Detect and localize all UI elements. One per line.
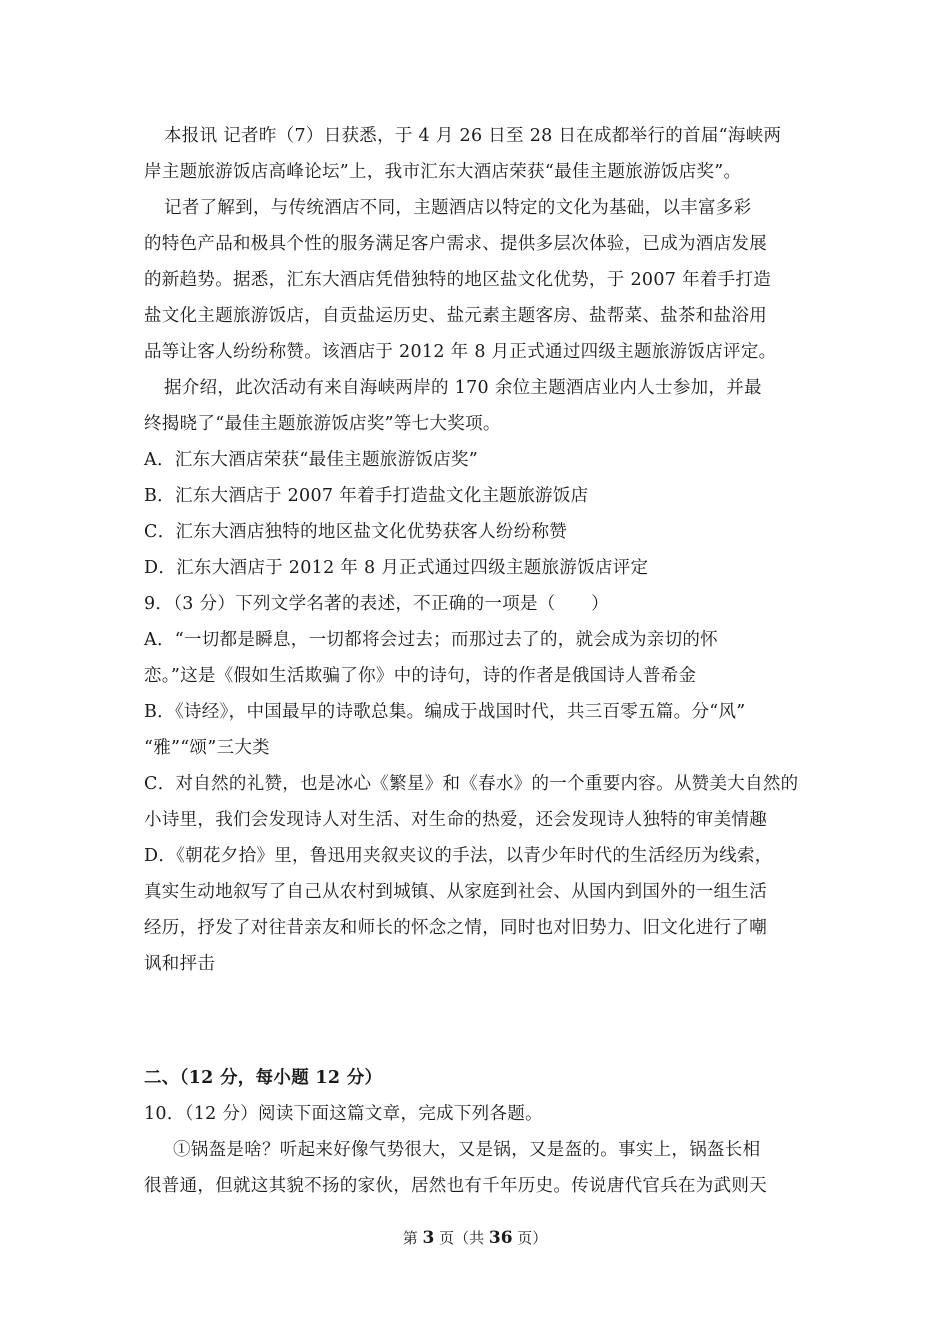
q8-option-a: A．汇东大酒店荣获“最佳主题旅游饭店奖” xyxy=(144,450,479,470)
article-paragraph-1-cont: 很普通，但就这其貌不扬的家伙，居然也有千年历史。传说唐代官兵在为武则天 xyxy=(144,1176,767,1196)
section-2-title: 二、（12 分，每小题 12 分） xyxy=(144,1068,383,1088)
q9-option-c-cont: 小诗里，我们会发现诗人对生活、对生命的热爱，还会发现诗人独特的审美情趣 xyxy=(144,810,767,830)
q8-option-c: C．汇东大酒店独特的地区盐文化优势获客人纷纷称赞 xyxy=(144,522,568,542)
footer-total-pages: 36 xyxy=(488,1228,513,1248)
passage-line: 岸主题旅游饭店高峰论坛”上，我市汇东大酒店荣获“最佳主题旅游饭店奖”。 xyxy=(144,162,742,182)
q10-stem: 10．（12 分）阅读下面这篇文章，完成下列各题。 xyxy=(144,1104,543,1124)
section-spacer xyxy=(144,982,812,1060)
q9-stem: 9．（3 分）下列文学名著的表述，不正确的一项是（ ） xyxy=(144,594,609,614)
q9-option-c: C．对自然的礼赞，也是冰心《繁星》和《春水》的一个重要内容。从赞美大自然的 xyxy=(144,774,799,794)
q9-option-b-cont: “雅”“颂”三大类 xyxy=(144,738,270,758)
document-body xyxy=(144,118,812,1204)
q9-option-d: D．《朝花夕拾》里，鲁迅用夹叙夹议的手法，以青少年时代的生活经历为线索， xyxy=(144,846,773,866)
q9-option-d-cont: 经历，抒发了对往昔亲友和师长的怀念之情，同时也对旧势力、旧文化进行了嘲 xyxy=(144,918,767,938)
article-paragraph-1: ①锅盔是啥？听起来好像气势很大，又是锅，又是盔的。事实上，锅盔长相 xyxy=(173,1140,761,1160)
footer-suffix: 页） xyxy=(512,1229,548,1247)
passage-line: 的特色产品和极具个性的服务满足客户需求、提供多层次体验，已成为酒店发展 xyxy=(144,234,767,254)
page-footer xyxy=(0,1224,950,1252)
passage-line: 本报讯 记者昨（7）日获悉，于 4 月 26 日至 28 日在成都举行的首届“海峡两 xyxy=(164,126,782,146)
q8-option-d: D．汇东大酒店于 2012 年 8 月正式通过四级主题旅游饭店评定 xyxy=(144,558,649,578)
footer-middle: 页（共 xyxy=(434,1229,489,1247)
q9-option-d-cont: 讽和抨击 xyxy=(144,954,216,974)
passage-line: 盐文化主题旅游饭店，自贡盐运历史、盐元素主题客房、盐帮菜、盐茶和盐浴用 xyxy=(144,306,767,326)
q9-option-b: B．《诗经》，中国最早的诗歌总集。编成于战国时代，共三百零五篇。分“风” xyxy=(144,702,746,722)
q9-option-d-cont: 真实生动地叙写了自己从农村到城镇、从家庭到社会、从国内到国外的一组生活 xyxy=(144,882,767,902)
footer-page-number: 3 xyxy=(422,1228,435,1248)
q9-option-a: A．“一切都是瞬息，一切都将会过去；而那过去了的，就会成为亲切的怀 xyxy=(144,630,718,650)
passage-line: 的新趋势。据悉，汇东大酒店凭借独特的地区盐文化优势，于 2007 年着手打造 xyxy=(144,270,772,290)
q9-option-a-cont: 恋。”这是《假如生活欺骗了你》中的诗句，诗的作者是俄国诗人普希金 xyxy=(144,666,697,686)
q8-option-b: B．汇东大酒店于 2007 年着手打造盐文化主题旅游饭店 xyxy=(144,486,589,506)
passage-line: 终揭晓了“最佳主题旅游饭店奖”等七大奖项。 xyxy=(144,414,501,434)
footer-prefix: 第 xyxy=(402,1229,423,1247)
passage-line: 据介绍，此次活动有来自海峡两岸的 170 余位主题酒店业内人士参加，并最 xyxy=(164,378,762,398)
passage-line: 品等让客人纷纷称赞。该酒店于 2012 年 8 月正式通过四级主题旅游饭店评定。 xyxy=(144,342,777,362)
passage-line: 记者了解到，与传统酒店不同，主题酒店以特定的文化为基础，以丰富多彩 xyxy=(164,198,752,218)
